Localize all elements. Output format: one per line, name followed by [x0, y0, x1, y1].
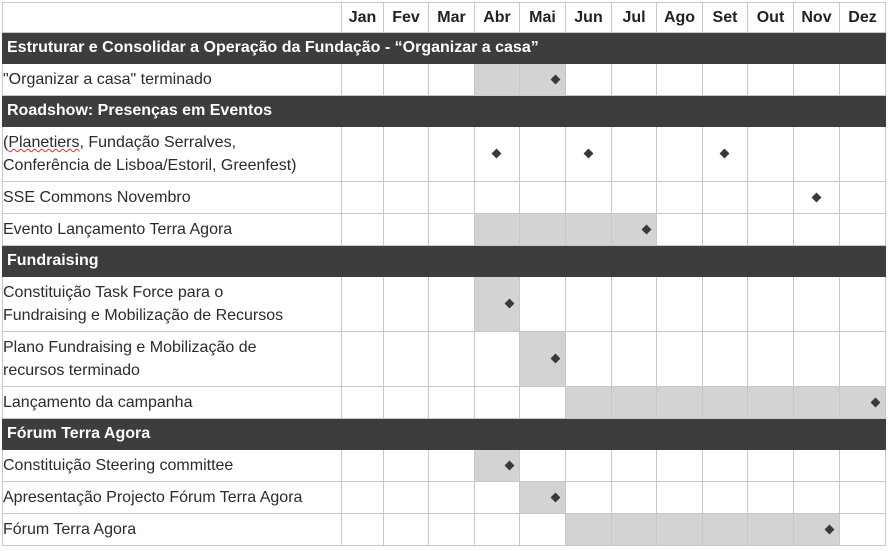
month-cell-fev — [384, 450, 429, 482]
task-label-line: recursos terminado — [3, 362, 140, 379]
milestone-diamond-icon — [583, 149, 593, 159]
month-cell-mar — [429, 127, 475, 182]
month-cell-out — [748, 482, 794, 514]
month-cell-mar — [429, 64, 475, 96]
task-label: "Organizar a casa" terminado — [3, 64, 342, 96]
month-cell-jul — [612, 214, 657, 246]
task-row — [3, 387, 886, 419]
section-title: Fundraising — [3, 246, 886, 277]
task-label-line: Fundraising e Mobilização de Recursos — [3, 307, 284, 324]
month-cell-jan — [342, 127, 384, 182]
task-row — [3, 64, 886, 96]
month-cell-abr — [475, 482, 520, 514]
month-cell-out — [748, 277, 794, 332]
month-header-row — [3, 3, 886, 33]
month-cell-nov — [794, 182, 840, 214]
month-cell-dez — [840, 482, 886, 514]
month-cell-mai — [520, 514, 566, 546]
section-header-row — [3, 419, 886, 450]
month-cell-dez — [840, 64, 886, 96]
gantt-chart — [2, 2, 886, 546]
month-cell-jul — [612, 332, 657, 387]
month-cell-out — [748, 332, 794, 387]
month-cell-jun — [566, 64, 612, 96]
month-cell-fev — [384, 514, 429, 546]
month-cell-nov — [794, 214, 840, 246]
task-row — [3, 214, 886, 246]
month-cell-ago — [657, 277, 703, 332]
task-row — [3, 514, 886, 546]
month-cell-nov — [794, 482, 840, 514]
month-cell-nov — [794, 387, 840, 419]
milestone-diamond-icon — [505, 299, 515, 309]
section-header-row — [3, 33, 886, 64]
month-cell-set — [703, 277, 748, 332]
month-cell-mai — [520, 450, 566, 482]
month-cell-jan — [342, 514, 384, 546]
month-cell-jan — [342, 450, 384, 482]
month-cell-ago — [657, 514, 703, 546]
month-cell-jun — [566, 332, 612, 387]
month-cell-out — [748, 182, 794, 214]
month-cell-ago — [657, 450, 703, 482]
month-cell-abr — [475, 387, 520, 419]
month-cell-ago — [657, 182, 703, 214]
section-header-row — [3, 96, 886, 127]
month-cell-fev — [384, 182, 429, 214]
section-title: Roadshow: Presenças em Eventos — [3, 96, 886, 127]
task-row — [3, 127, 886, 182]
task-label-line: Constituição Task Force para o — [3, 284, 224, 301]
month-cell-jun — [566, 387, 612, 419]
task-row — [3, 277, 886, 332]
month-header-nov: Nov — [794, 3, 840, 33]
month-cell-abr — [475, 514, 520, 546]
month-header-dez: Dez — [840, 3, 886, 33]
month-cell-dez — [840, 450, 886, 482]
month-cell-ago — [657, 482, 703, 514]
month-cell-jul — [612, 482, 657, 514]
milestone-diamond-icon — [551, 74, 561, 84]
month-cell-mar — [429, 450, 475, 482]
task-label — [3, 127, 342, 182]
month-cell-abr — [475, 182, 520, 214]
month-cell-set — [703, 64, 748, 96]
month-cell-fev — [384, 277, 429, 332]
month-cell-mai — [520, 332, 566, 387]
month-cell-jan — [342, 332, 384, 387]
milestone-diamond-icon — [551, 492, 561, 502]
month-cell-jun — [566, 514, 612, 546]
month-cell-jun — [566, 277, 612, 332]
task-label-line: Plano Fundraising e Mobilização de — [3, 339, 257, 356]
month-cell-dez — [840, 127, 886, 182]
milestone-diamond-icon — [551, 354, 561, 364]
month-cell-set — [703, 214, 748, 246]
month-cell-jan — [342, 182, 384, 214]
month-cell-mai — [520, 482, 566, 514]
month-cell-abr — [475, 214, 520, 246]
section-title: Fórum Terra Agora — [3, 419, 886, 450]
month-cell-fev — [384, 482, 429, 514]
month-cell-abr — [475, 277, 520, 332]
month-header-ago: Ago — [657, 3, 703, 33]
month-cell-jul — [612, 277, 657, 332]
month-cell-set — [703, 450, 748, 482]
month-header-mar: Mar — [429, 3, 475, 33]
month-cell-nov — [794, 514, 840, 546]
month-cell-fev — [384, 64, 429, 96]
month-cell-abr — [475, 332, 520, 387]
task-label-line: (Planetiers, Fundação Serralves, — [3, 134, 237, 151]
month-cell-nov — [794, 64, 840, 96]
milestone-diamond-icon — [492, 149, 502, 159]
milestone-diamond-icon — [720, 149, 730, 159]
month-cell-mai — [520, 214, 566, 246]
month-cell-out — [748, 127, 794, 182]
month-cell-jun — [566, 482, 612, 514]
task-label — [3, 332, 342, 387]
month-cell-set — [703, 182, 748, 214]
task-label-line: Conferência de Lisboa/Estoril, Greenfest) — [3, 157, 297, 174]
month-cell-set — [703, 332, 748, 387]
month-cell-dez — [840, 332, 886, 387]
month-cell-mai — [520, 127, 566, 182]
month-cell-dez — [840, 182, 886, 214]
month-cell-jan — [342, 214, 384, 246]
task-label: Evento Lançamento Terra Agora — [3, 214, 342, 246]
month-cell-ago — [657, 387, 703, 419]
month-cell-jul — [612, 514, 657, 546]
month-cell-jun — [566, 450, 612, 482]
month-header-abr: Abr — [475, 3, 520, 33]
month-cell-nov — [794, 277, 840, 332]
milestone-diamond-icon — [505, 460, 515, 470]
month-cell-out — [748, 514, 794, 546]
task-row — [3, 450, 886, 482]
spellcheck-underlined-word: Planetiers — [8, 134, 80, 151]
task-label: Fórum Terra Agora — [3, 514, 342, 546]
task-label: Constituição Steering committee — [3, 450, 342, 482]
month-header-jun: Jun — [566, 3, 612, 33]
month-cell-jun — [566, 182, 612, 214]
month-cell-jun — [566, 214, 612, 246]
month-cell-dez — [840, 214, 886, 246]
month-cell-mai — [520, 182, 566, 214]
milestone-diamond-icon — [811, 192, 821, 202]
month-cell-mai — [520, 64, 566, 96]
task-row — [3, 332, 886, 387]
month-cell-dez — [840, 387, 886, 419]
section-title: Estruturar e Consolidar a Operação da Fundação - “Organizar a casa” — [3, 33, 886, 64]
month-cell-jul — [612, 450, 657, 482]
month-cell-dez — [840, 277, 886, 332]
month-cell-fev — [384, 214, 429, 246]
month-cell-jan — [342, 387, 384, 419]
month-cell-out — [748, 450, 794, 482]
month-header-jul: Jul — [612, 3, 657, 33]
month-cell-dez — [840, 514, 886, 546]
month-cell-ago — [657, 64, 703, 96]
month-cell-ago — [657, 214, 703, 246]
task-row — [3, 182, 886, 214]
month-cell-set — [703, 127, 748, 182]
month-cell-set — [703, 387, 748, 419]
month-cell-out — [748, 387, 794, 419]
month-cell-fev — [384, 387, 429, 419]
month-header-mai: Mai — [520, 3, 566, 33]
month-cell-fev — [384, 332, 429, 387]
month-header-fev: Fev — [384, 3, 429, 33]
month-header-set: Set — [703, 3, 748, 33]
month-cell-out — [748, 64, 794, 96]
month-cell-fev — [384, 127, 429, 182]
month-cell-jan — [342, 277, 384, 332]
month-cell-nov — [794, 332, 840, 387]
milestone-diamond-icon — [825, 524, 835, 534]
month-header-jan: Jan — [342, 3, 384, 33]
month-cell-set — [703, 482, 748, 514]
task-label: SSE Commons Novembro — [3, 182, 342, 214]
task-row — [3, 482, 886, 514]
milestone-diamond-icon — [642, 224, 652, 234]
month-cell-set — [703, 514, 748, 546]
task-label: Lançamento da campanha — [3, 387, 342, 419]
month-cell-jul — [612, 127, 657, 182]
month-cell-mar — [429, 182, 475, 214]
gantt-body — [3, 33, 886, 546]
task-label — [3, 277, 342, 332]
gantt-table — [2, 2, 886, 546]
month-cell-mai — [520, 277, 566, 332]
month-cell-nov — [794, 450, 840, 482]
month-cell-jul — [612, 182, 657, 214]
month-cell-ago — [657, 332, 703, 387]
month-header-out: Out — [748, 3, 794, 33]
header-corner — [3, 3, 342, 33]
month-cell-jul — [612, 387, 657, 419]
month-cell-jun — [566, 127, 612, 182]
month-cell-ago — [657, 127, 703, 182]
month-cell-mar — [429, 387, 475, 419]
month-cell-mar — [429, 277, 475, 332]
month-cell-mar — [429, 332, 475, 387]
month-cell-abr — [475, 64, 520, 96]
milestone-diamond-icon — [871, 397, 881, 407]
month-cell-mar — [429, 514, 475, 546]
task-label: Apresentação Projecto Fórum Terra Agora — [3, 482, 342, 514]
month-cell-mar — [429, 482, 475, 514]
month-cell-mai — [520, 387, 566, 419]
month-cell-abr — [475, 450, 520, 482]
month-cell-out — [748, 214, 794, 246]
month-cell-nov — [794, 127, 840, 182]
section-header-row — [3, 246, 886, 277]
month-cell-jan — [342, 482, 384, 514]
month-cell-jan — [342, 64, 384, 96]
month-cell-abr — [475, 127, 520, 182]
month-cell-jul — [612, 64, 657, 96]
month-cell-mar — [429, 214, 475, 246]
